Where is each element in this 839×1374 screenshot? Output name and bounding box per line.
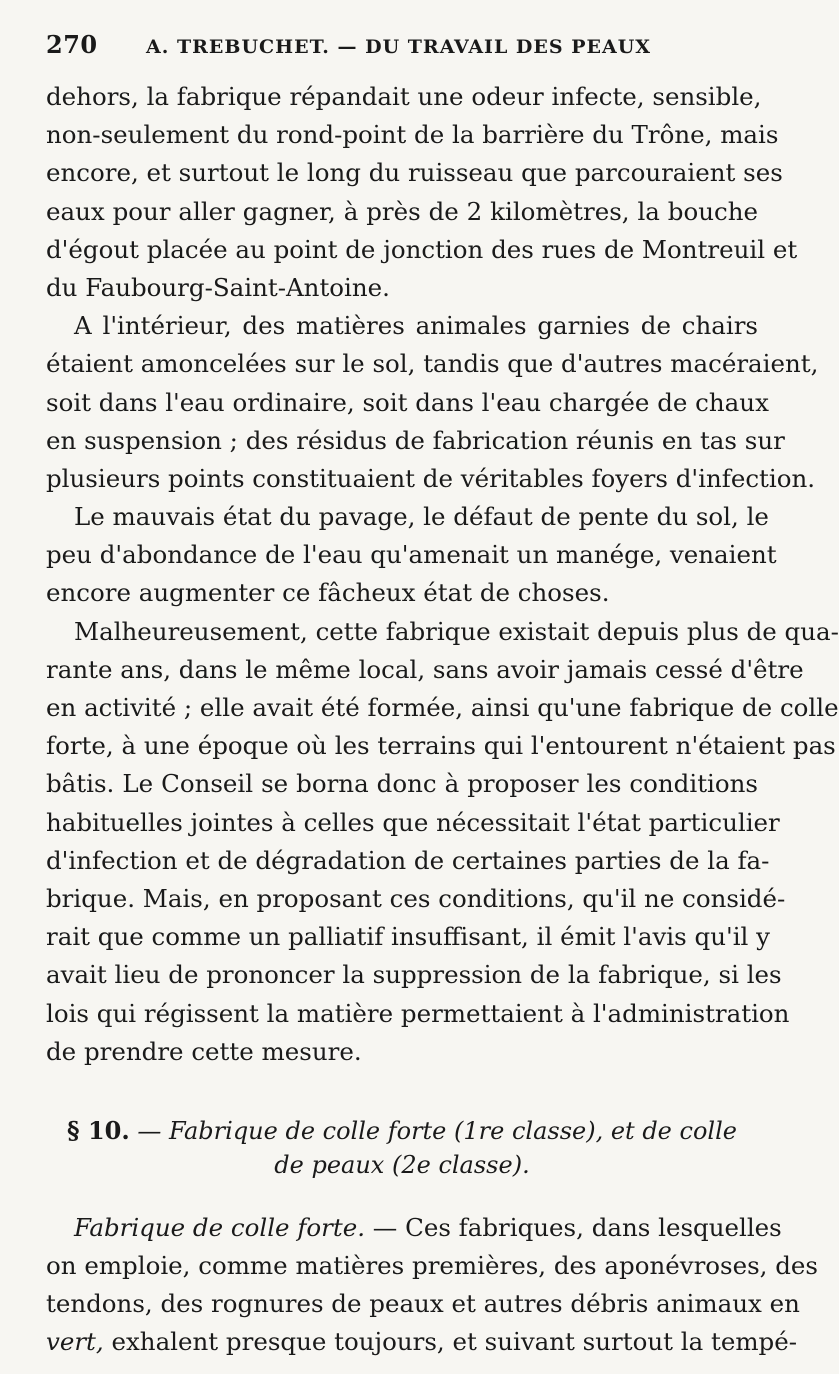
italic-word: vert, [46, 1327, 104, 1357]
text-span: exhalent presque toujours, et suivant surtout la tempé- [103, 1327, 798, 1357]
text-line: du Faubourg-Saint-Antoine. [46, 272, 390, 302]
section-title-line-2: de peaux (2e classe). [274, 1150, 530, 1179]
text-line: avait lieu de prononcer la suppression de la fabrique, si les [46, 960, 782, 990]
text-line: habituelles jointes à celles que nécessitait l'état particulier [46, 807, 780, 837]
text-line: on emploie, comme matières premières, des aponévroses, des [46, 1251, 819, 1281]
text-line: lois qui régissent la matière permettaient à l'administration [46, 998, 790, 1028]
section-dash: — [129, 1116, 169, 1145]
text-line: encore augmenter ce fâcheux état de choses. [46, 578, 610, 608]
text-span: — Ces fabriques, dans lesquelles [365, 1212, 782, 1242]
text-line: bâtis. Le Conseil se borna donc à proposer les conditions [46, 769, 758, 799]
text-line: eaux pour aller gagner, à près de 2 kilomètres, la bouche [46, 196, 758, 226]
text-line: en suspension ; des résidus de fabrication réunis en tas sur [46, 425, 785, 455]
text-line: forte, à une époque où les terrains qui l'entourent n'étaient pas [46, 731, 836, 761]
section-title-line-1: Fabrique de colle forte (1re classe), et de colle [168, 1116, 737, 1145]
running-head: A. TREBUCHET. — DU TRAVAIL DES PEAUX [146, 36, 652, 58]
text-line: en activité ; elle avait été formée, ainsi qu'une fabrique de colle [46, 693, 839, 722]
text-line: de prendre cette mesure. [46, 1036, 362, 1066]
text-line: dehors, la fabrique répandait une odeur infecte, sensible, [46, 82, 762, 111]
text-line: Le mauvais état du pavage, le défaut de pente du sol, le [74, 502, 769, 532]
section-number: § 10. [67, 1115, 130, 1145]
page-number: 270 [46, 30, 98, 59]
text-line: soit dans l'eau ordinaire, soit dans l'eau chargée de chaux [46, 387, 769, 417]
paragraph-4 [46, 613, 839, 1071]
text-line [46, 1323, 798, 1361]
paragraph-5 [46, 1209, 819, 1362]
text-line: d'égout placée au point de jonction des rues de Montreuil et [46, 234, 798, 264]
page-header [46, 30, 758, 78]
text-line [46, 1209, 782, 1247]
text-line: rante ans, dans le même local, sans avoir jamais cessé d'être [46, 654, 804, 684]
text-line: tendons, des rognures de peaux et autres débris animaux en [46, 1289, 800, 1319]
text-line: non-seulement du rond-point de la barrière du Trône, mais [46, 120, 779, 150]
text-line: plusieurs points constituaient de véritables foyers d'infection. [46, 463, 816, 493]
section-heading [46, 1113, 758, 1183]
text-line: peu d'abondance de l'eau qu'amenait un manége, venaient [46, 540, 777, 570]
paragraph-2 [46, 307, 819, 498]
paragraph-lead: Fabrique de colle forte. [74, 1212, 365, 1242]
text-line: A l'intérieur, des matières animales garnies de chairs [74, 311, 758, 341]
paragraph-1 [46, 78, 798, 307]
book-page [46, 30, 839, 1362]
text-line: encore, et surtout le long du ruisseau que parcouraient ses [46, 158, 783, 188]
paragraph-3 [46, 498, 777, 613]
text-line: rait que comme un palliatif insuffisant, il émit l'avis qu'il y [46, 922, 771, 952]
text-line: brique. Mais, en proposant ces conditions, qu'il ne considé- [46, 883, 786, 913]
text-line: Malheureusement, cette fabrique existait depuis plus de qua- [74, 616, 839, 646]
text-line: d'infection et de dégradation de certaines parties de la fa- [46, 845, 770, 875]
text-line: étaient amoncelées sur le sol, tandis que d'autres macéraient, [46, 349, 819, 379]
